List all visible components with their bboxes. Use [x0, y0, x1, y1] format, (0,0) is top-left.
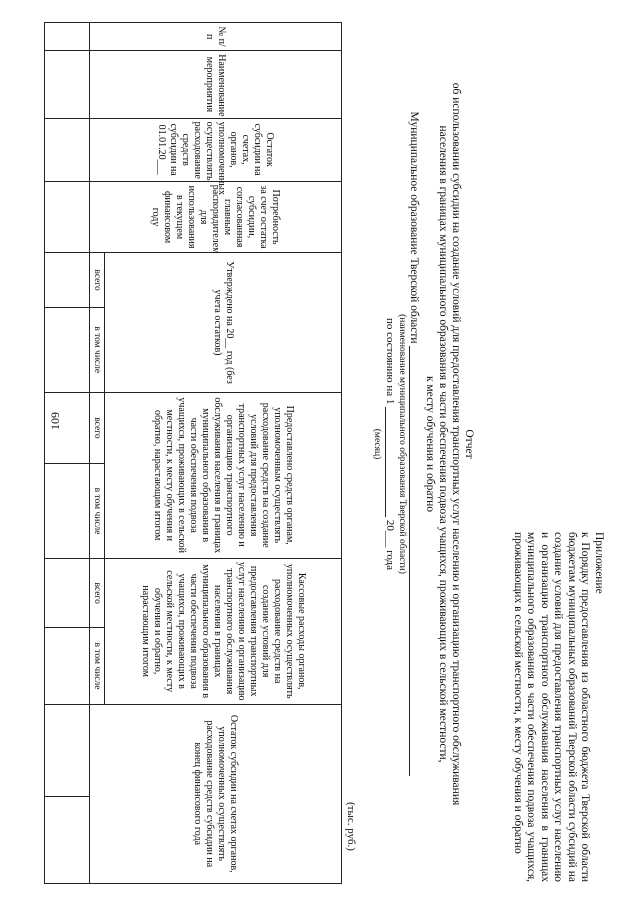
- date-prefix: по состоянию на 1: [384, 317, 396, 405]
- unit-label: (тыс. руб.): [345, 802, 357, 851]
- municipality-line: [407, 24, 421, 864]
- report-date-line: [383, 24, 396, 864]
- date-year: 20___ года: [384, 519, 396, 571]
- col-header-name: Наименование мероприятия: [90, 51, 342, 118]
- month-caption: (месяц): [372, 428, 382, 460]
- col-header-need: Потребность за счет остатка субсидии, согласованная главным распорядителем для использования в текущем финансовом году: [90, 181, 342, 253]
- report-title-block: [423, 24, 475, 864]
- page-number: 109: [48, 412, 62, 430]
- month-blank: [385, 407, 396, 517]
- col-header-cash: Кассовые расходы органов, уполномоченных осуществлять расходование средств на создание условий для предоставления транспортных услуг населению и организацию транспортного обслуживания населения в границах муниципального образования в части обеспечения подвоза учащихся, проживающих в сельской местности, к месту обучения и обратно, нарастающим итогом: [105, 558, 342, 704]
- table-cell: [45, 23, 90, 51]
- col-header-balance-start: Остаток субсидии на счетах, органов, уполномоченных осуществлять расходование средств субсидии на 01.01.20___: [90, 118, 342, 181]
- rotated-document: [15, 12, 615, 897]
- table-cell: [45, 628, 90, 704]
- report-title-line-3: к месту обучения и обратно: [424, 375, 436, 513]
- table-cell: [45, 181, 90, 253]
- report-table: [44, 22, 342, 884]
- subheader-approved-including: в том числе: [90, 307, 105, 392]
- subheader-approved-total: всего: [90, 253, 105, 307]
- report-title-line-2: населения в границах муниципального образования в части обеспечения подвоза учащихся, проживающих в сельской местности,: [437, 125, 449, 763]
- report-title: Отчет: [463, 429, 475, 459]
- report-title-line-1: об использовании субсидии на создание условий для предоставления транспортных услуг населению и организацию транспортного обслуживания: [450, 82, 462, 806]
- table-cell: [45, 796, 90, 883]
- appendix-title: Приложение: [593, 532, 605, 594]
- subheader-cash-including: в том числе: [90, 628, 105, 704]
- municipality-caption: (наименование муниципального образования Тверской области): [397, 314, 407, 574]
- subheader-provided-including: в том числе: [90, 464, 105, 559]
- table-cell: [45, 307, 90, 392]
- municipality-blank: [409, 346, 421, 776]
- col-header-approved: Утверждено на 20__ год (без учета остатков): [105, 253, 342, 392]
- col-header-provided: Предоставлено средств органам, уполномоченным осуществлять расходование средств на создание условий для предоставления транспортных услуг населению и организацию транспортного обслуживания населения в границах муниципального образования в части обеспечения подвоза учащихся, проживающих в сельской местности, к месту обучения и обратно, нарастающим итогом: [105, 392, 342, 558]
- col-header-balance-end: Остаток субсидии на счетах органов, уполномоченных осуществлять расходование средств субсидии на конец финансового года: [90, 704, 342, 883]
- appendix-block: [511, 532, 606, 882]
- table-cell: [45, 118, 90, 181]
- col-header-number: № п/п: [90, 23, 342, 51]
- table-cell: [45, 392, 90, 464]
- table-cell: [45, 558, 90, 628]
- table-header-row: [105, 23, 342, 884]
- appendix-text: к Порядку предоставления из областного бюджета Тверской области бюджетам муниципальных образований Тверской области субсидий на создание условий для предоставления транспортных услуг населению и организацию транспортного обслуживания населения в границах муниципального образования в части обеспечения подвоза учащихся, проживающих в сельской местности, к месту обучения и обратно: [512, 532, 592, 882]
- table-cell: [45, 464, 90, 559]
- table-cell: [45, 704, 90, 796]
- table-cell: [45, 51, 90, 118]
- subheader-cash-total: всего: [90, 558, 105, 628]
- table-cell: [45, 253, 90, 307]
- municipality-label: Муниципальное образование Тверской области: [408, 111, 420, 344]
- subheader-provided-total: всего: [90, 392, 105, 464]
- table-row: [45, 23, 90, 884]
